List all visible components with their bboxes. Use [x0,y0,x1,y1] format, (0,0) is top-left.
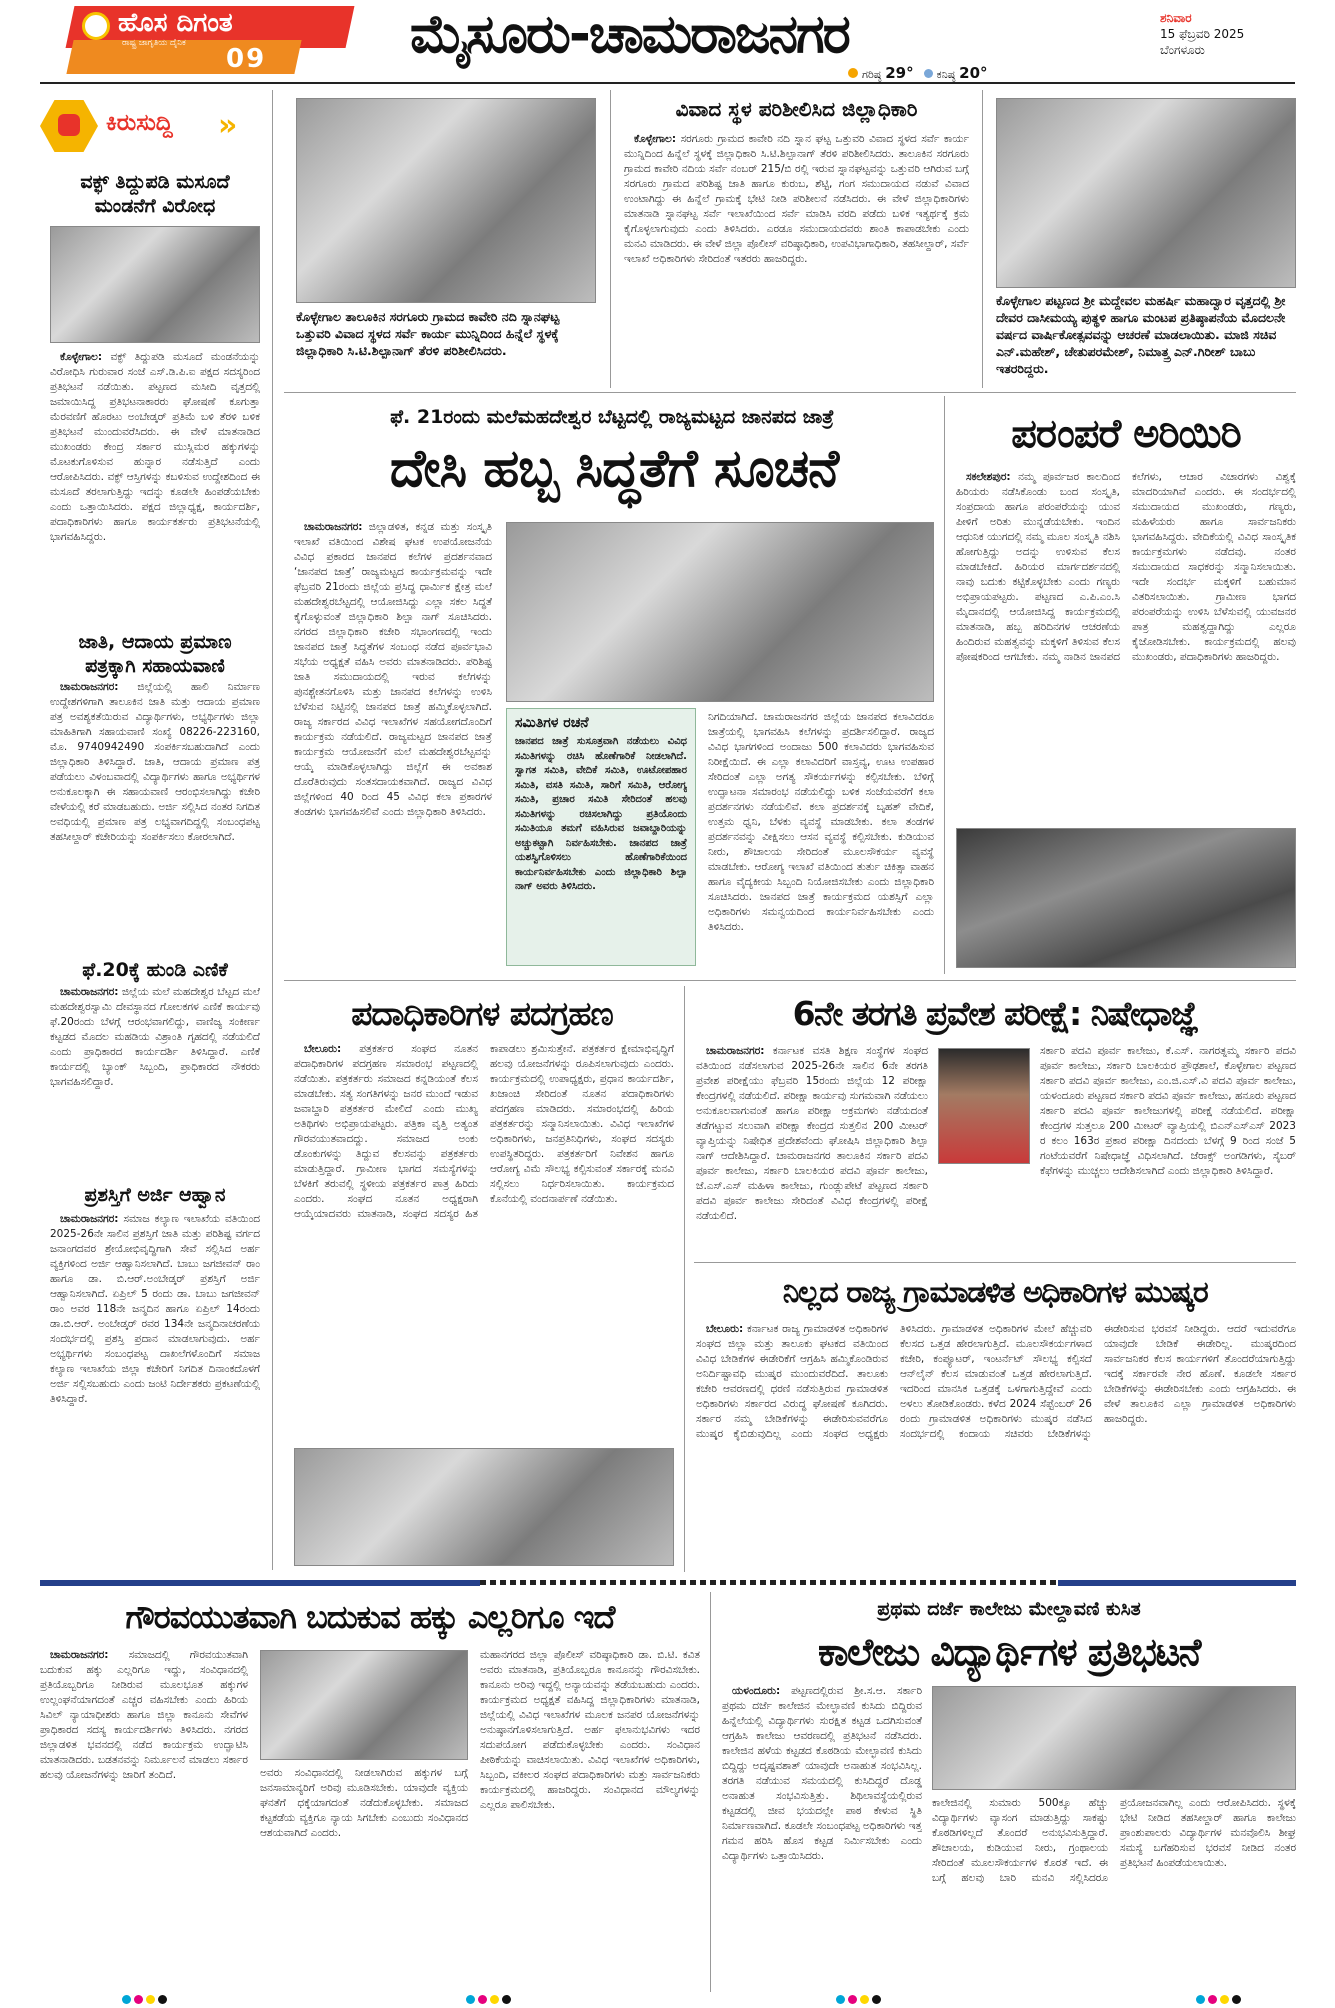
mid-rule [284,980,1296,981]
nillada-body [696,1322,1296,1566]
college-dateline: ಯಳಂದೂರು: [732,1685,781,1697]
date-block [1160,10,1244,58]
top-left-photo-caption: ಕೊಳ್ಳೇಗಾಲ ತಾಲೂಕಿನ ಸರಗೂರು ಗ್ರಾಮದ ಕಾವೇರಿ ನದಿ ಸ್ನಾನಘಟ್ಟ ಒತ್ತುವರಿ ವಿವಾದ ಸ್ಥಳದ ಸರ್ವೆ ಕಾರ್ಯ ಮುನ್ನಿದಿಂದ ಹಿನ್ನೆಲೆ ಸ್ಥಳಕ್ಕೆ ಜಿಲ್ಲಾಧಿಕಾರಿ ಸಿ.ಟಿ.ಶಿಲ್ಪಾನಾಗ್ ತೆರಳಿ ಪರಿಶೀಲಿಸಿದರು. [296,309,560,358]
top-row-rule [284,392,1296,393]
pravesha-portrait [938,1048,1030,1164]
kirusuddi-1-dateline: ಕೊಳ್ಳೇಗಾಲ: [60,351,103,363]
parampare-body [956,470,1296,822]
pointing-hand-icon [58,114,80,136]
lead-meeting-photo [506,522,934,702]
brand-emblem-icon [82,12,110,40]
top-story-text: ಸರಗೂರು ಗ್ರಾಮದ ಕಾವೇರಿ ನದಿ ಸ್ನಾನ ಘಟ್ಟ ಒತ್ತುವರಿ ವಿವಾದ ಸ್ಥಳದ ಸರ್ವೆ ಕಾರ್ಯ ಮುನ್ನಿದಿಂದ ಹಿನ್ನೆಲೆ ಸ್ಥಳಕ್ಕೆ ಜಿಲ್ಲಾಧಿಕಾರಿ ಸಿ.ಟಿ.ಶಿಲ್ಪಾನಾಗ್ ತೆರಳಿ ಪರಿಶೀಲಿಸಿದರು. ತಾಲೂಕಿನ ಸರಗೂರು ಗ್ರಾಮದ ಕಾವೇರಿ ನದಿಯ ಸರ್ವೆ ನಂಬರ್ 215/ಬಿ ರಲ್ಲಿ ಇರುವ ಸ್ನಾನಘಟ್ಟವನ್ನು ಒತ್ತುವರಿ ಆಗಿರುವ ಬಗ್ಗೆ ಸರಗೂರು ಗ್ರಾಮದ ಪರಿಶಿಷ್ಟ ಜಾತಿ ಹಾಗೂ ಕುರುಬ, ಶೆಟ್ಟಿ, ಗಂಗ ಸಮುದಾಯದ ನಡುವೆ ವಿವಾದ ಉಂಟಾಗಿದ್ದು ಈ ಹಿನ್ನೆಲೆ ಗ್ರಾಮಕ್ಕೆ ಭೇಟಿ ನೀಡಿ ಪರಿಶೀಲನೆ ನಡೆಸಿದರು. ಈ ವೇಳೆ ಜಿಲ್ಲಾಧಿಕಾರಿಗಳು ಮಾತನಾಡಿ ಸ್ನಾನಘಟ್ಟ ಸರ್ವೆ ಇಲಾಖೆಯಿಂದ ಸರ್ವೆ ಮಾಡಿಸಿ ವರದಿ ಪಡೆದು ಬಳಿಕ ಇತ್ಯರ್ಥಕ್ಕೆ ಕ್ರಮ ಕೈಗೊಳ್ಳಲಾಗುವುದು ಎಂದು ತಿಳಿಸಿದರು. ಎರಡೂ ಸಮುದಾಯದವರು ಶಾಂತಿ ಕಾಪಾಡಬೇಕು ಎಂದು ಮನವಿ ಮಾಡಿದರು. ಈ ವೇಳೆ ಜಿಲ್ಲಾ ಪೊಲೀಸ್ ವರಿಷ್ಠಾಧಿಕಾರಿ, ಉಪವಿಭಾಗಾಧಿಕಾರಿ, ತಹಸೀಲ್ದಾರ್, ಸರ್ವೆ ಇಲಾಖೆ ಅಧಿಕಾರಿಗಳು ಸೇರಿದಂತೆ ಇತರರು ಹಾಜರಿದ್ದರು. [624,133,969,265]
padadhikari-dateline: ಬೇಲೂರು: [304,1043,342,1055]
brand-tagline: ರಾಷ್ಟ್ರ ಜಾಗೃತಿಯ ದೈನಿಕ [122,38,186,48]
gouravayuta-col3: ಮಹಾನಗರದ ಜಿಲ್ಲಾ ಪೊಲೀಸ್ ವರಿಷ್ಠಾಧಿಕಾರಿ ಡಾ. ಬಿ.ಟಿ. ಕವಿತ ಅವರು ಮಾತನಾಡಿ, ಪ್ರತಿಯೊಬ್ಬರೂ ಕಾನೂನನ್ನು ಗೌರವಿಸಬೇಕು. ಕಾನೂನು ಅರಿವು ಇದ್ದಲ್ಲಿ ಅನ್ಯಾಯವನ್ನು ತಡೆಯಬಹುದು ಎಂದರು. ಕಾರ್ಯಕ್ರಮದ ಅಧ್ಯಕ್ಷತೆ ವಹಿಸಿದ್ದ ಜಿಲ್ಲಾಧಿಕಾರಿಗಳು ಮಾತನಾಡಿ, ಜಿಲ್ಲೆಯಲ್ಲಿ ವಿವಿಧ ಇಲಾಖೆಗಳ ಮೂಲಕ ಜನಪರ ಯೋಜನೆಗಳನ್ನು ಅನುಷ್ಠಾನಗೊಳಿಸಲಾಗುತ್ತಿದೆ. ಅರ್ಹ ಫಲಾನುಭವಿಗಳು ಇದರ ಸದುಪಯೋಗ ಪಡೆದುಕೊಳ್ಳಬೇಕು ಎಂದರು. ಸಂವಿಧಾನ ಪೀಠಿಕೆಯನ್ನು ವಾಚಿಸಲಾಯಿತು. ವಿವಿಧ ಇಲಾಖೆಗಳ ಅಧಿಕಾರಿಗಳು, ಸಿಬ್ಬಂದಿ, ವಕೀಲರ ಸಂಘದ ಪದಾಧಿಕಾರಿಗಳು ಮತ್ತು ಸಾರ್ವಜನಿಕರು ಕಾರ್ಯಕ್ರಮದಲ್ಲಿ ಹಾಜರಿದ್ದರು. ಸಂವಿಧಾನದ ಮೌಲ್ಯಗಳನ್ನು ಎಲ್ಲರೂ ಪಾಲಿಸಬೇಕು. [480,1649,700,1811]
bottom-accent-bar [40,1580,480,1586]
bottom-accent-bar-2 [1058,1580,1296,1586]
kirusuddi-2-title: ಜಾತಿ, ಆದಾಯ ಪ್ರಮಾಣ ಪತ್ರಕ್ಕಾಗಿ ಸಹಾಯವಾಣಿ [78,631,232,677]
sun-icon [848,68,858,78]
parampare-headline: ಪರಂಪರೆ ಅರಿಯಿರಿ [1011,411,1241,457]
college-headline: ಕಾಲೇಜು ವಿದ್ಯಾರ್ಥಿಗಳ ಪ್ರತಿಭಟನೆ [818,1630,1200,1674]
gouravayuta-col1 [40,1648,248,1988]
kirusuddi-4-body [50,1212,260,1562]
top-story-dateline: ಕೊಳ್ಳೇಗಾಲ: [634,133,677,145]
kirusuddi-3-title: ಫೆ.20ಕ್ಕೆ ಹುಂಡಿ ಎಣಿಕೆ [82,959,228,981]
lead-dateline: ಚಾಮರಾಜನಗರ: [304,521,363,533]
top-right-photo [996,98,1296,288]
kirusuddi-4-dateline: ಚಾಮರಾಜನಗರ: [60,1213,119,1225]
gouravayuta-col2: ಅವರು ಸಂವಿಧಾನದಲ್ಲಿ ನೀಡಲಾಗಿರುವ ಹಕ್ಕುಗಳ ಬಗ್ಗೆ ಜನಸಾಮಾನ್ಯರಿಗೆ ಅರಿವು ಮೂಡಿಸಬೇಕು. ಯಾವುದೇ ವ್ಯಕ್ತಿಯ ಘನತೆಗೆ ಧಕ್ಕೆಯಾಗದಂತೆ ನಡೆದುಕೊಳ್ಳಬೇಕು. ಸಮಾಜದ ಕಟ್ಟಕಡೆಯ ವ್ಯಕ್ತಿಗೂ ನ್ಯಾಯ ಸಿಗಬೇಕು ಎಂಬುದು ಸಂವಿಧಾನದ ಆಶಯವಾಗಿದೆ ಎಂದರು. [260,1767,468,1839]
registration-mark-3 [836,1995,881,2004]
padadhikari-text: ಪತ್ರಕರ್ತರ ಸಂಘದ ನೂತನ ಪದಾಧಿಕಾರಿಗಳ ಪದಗ್ರಹಣ ಸಮಾರಂಭ ಪಟ್ಟಣದಲ್ಲಿ ನಡೆಯಿತು. ಪತ್ರಕರ್ತರು ಸಮಾಜದ ಕನ್ನಡಿಯಂತೆ ಕೆಲಸ ಮಾಡಬೇಕು. ಸತ್ಯ ಸಂಗತಿಗಳನ್ನು ಜನರ ಮುಂದೆ ಇಡುವ ಜವಾಬ್ದಾರಿ ಪತ್ರಕರ್ತರ ಮೇಲಿದೆ ಎಂದು ಮುಖ್ಯ ಅತಿಥಿಗಳು ಅಭಿಪ್ರಾಯಪಟ್ಟರು. ಪತ್ರಿಕಾ ವೃತ್ತಿ ಅತ್ಯಂತ ಗೌರವಯುತವಾದದ್ದು. ಸಮಾಜದ ಅಂಕು ಡೊಂಕುಗಳನ್ನು ತಿದ್ದುವ ಕೆಲಸವನ್ನು ಪತ್ರಕರ್ತರು ಮಾಡುತ್ತಿದ್ದಾರೆ. ಗ್ರಾಮೀಣ ಭಾಗದ ಸಮಸ್ಯೆಗಳನ್ನು ಬೆಳಕಿಗೆ ತರುವಲ್ಲಿ ಸ್ಥಳೀಯ ಪತ್ರಕರ್ತರ ಪಾತ್ರ ಹಿರಿದು ಎಂದರು. ಸಂಘದ ನೂತನ ಅಧ್ಯಕ್ಷರಾಗಿ ಆಯ್ಕೆಯಾದವರು ಮಾತನಾಡಿ, ಸಂಘದ ಸದಸ್ಯರ ಹಿತ ಕಾಪಾಡಲು ಶ್ರಮಿಸುತ್ತೇನೆ. ಪತ್ರಕರ್ತರ ಕ್ಷೇಮಾಭಿವೃದ್ಧಿಗೆ ಹಲವು ಯೋಜನೆಗಳನ್ನು ರೂಪಿಸಲಾಗುವುದು ಎಂದರು. ಕಾರ್ಯಕ್ರಮದಲ್ಲಿ ಉಪಾಧ್ಯಕ್ಷರು, ಪ್ರಧಾನ ಕಾರ್ಯದರ್ಶಿ, ಖಜಾಂಚಿ ಸೇರಿದಂತೆ ನೂತನ ಪದಾಧಿಕಾರಿಗಳು ಪದಗ್ರಹಣ ಮಾಡಿದರು. ಸಮಾರಂಭದಲ್ಲಿ ಹಿರಿಯ ಪತ್ರಕರ್ತರನ್ನು ಸನ್ಮಾನಿಸಲಾಯಿತು. ವಿವಿಧ ಇಲಾಖೆಗಳ ಅಧಿಕಾರಿಗಳು, ಜನಪ್ರತಿನಿಧಿಗಳು, ಸಂಘದ ಸದಸ್ಯರು ಉಪಸ್ಥಿತರಿದ್ದರು. ಪತ್ರಕರ್ತರಿಗೆ ನಿವೇಶನ ಹಾಗೂ ಆರೋಗ್ಯ ವಿಮೆ ಸೌಲಭ್ಯ ಕಲ್ಪಿಸುವಂತೆ ಸರ್ಕಾರಕ್ಕೆ ಮನವಿ ಸಲ್ಲಿಸಲು ನಿರ್ಧರಿಸಲಾಯಿತು. ಕಾರ್ಯಕ್ರಮದ ಕೊನೆಯಲ್ಲಿ ವಂದನಾರ್ಪಣೆ ನಡೆಯಿತು. [294,1043,674,1220]
top-rule-1 [610,90,611,388]
city-label: ಬೆಂಗಳೂರು [1160,43,1205,57]
weather-min-label: ಕನಿಷ್ಠ [936,68,956,81]
moon-icon [924,69,933,78]
college-col2: ಕಾಲೇಜಿನಲ್ಲಿ ಸುಮಾರು 500ಕ್ಕೂ ಹೆಚ್ಚು ವಿದ್ಯಾರ್ಥಿಗಳು ವ್ಯಾಸಂಗ ಮಾಡುತ್ತಿದ್ದು ಸಾಕಷ್ಟು ಕೊಠಡಿಗಳಿಲ್ಲದೆ ತೊಂದರೆ ಅನುಭವಿಸುತ್ತಿದ್ದಾರೆ. ಶೌಚಾಲಯ, ಕುಡಿಯುವ ನೀರು, ಗ್ರಂಥಾಲಯ ಸೇರಿದಂತೆ ಮೂಲಸೌಕರ್ಯಗಳ ಕೊರತೆ ಇದೆ. ಈ ಬಗ್ಗೆ ಹಲವು ಬಾರಿ ಮನವಿ ಸಲ್ಲಿಸಿದರೂ ಪ್ರಯೋಜನವಾಗಿಲ್ಲ ಎಂದು ಆರೋಪಿಸಿದರು. ಸ್ಥಳಕ್ಕೆ ಭೇಟಿ ನೀಡಿದ ತಹಸೀಲ್ದಾರ್ ಹಾಗೂ ಕಾಲೇಜು ಪ್ರಾಂಶುಪಾಲರು ವಿದ್ಯಾರ್ಥಿಗಳ ಮನವೊಲಿಸಿ ಶೀಘ್ರ ಸಮಸ್ಯೆ ಬಗೆಹರಿಸುವ ಭರವಸೆ ನೀಡಿದ ನಂತರ ಪ್ರತಿಭಟನೆ ಹಿಂಪಡೆಯಲಾಯಿತು. [932,1797,1296,1884]
bottom-col-rule [710,1592,711,1992]
top-story-headline: ವಿವಾದ ಸ್ಥಳ ಪರಿಶೀಲಿಸಿದ ಜಿಲ್ಲಾಧಿಕಾರಿ [675,97,918,121]
lead-col1 [294,520,492,966]
parampare-photo [956,828,1296,968]
left-column-rule [272,90,273,1570]
registration-mark-2 [466,1995,511,2004]
padadhikari-headline: ಪದಾಧಿಕಾರಿಗಳ ಪದಗ್ರಹಣ [351,994,613,1033]
weather-max: 29° [885,64,914,82]
page-number: 09 [226,44,267,74]
kirusuddi-3-dateline: ಚಾಮರಾಜನಗರ: [60,986,119,998]
kirusuddi-4-text: ಸಮಾಜ ಕಲ್ಯಾಣ ಇಲಾಖೆಯ ವತಿಯಿಂದ 2025-26ನೇ ಸಾಲಿನ ಪ್ರಶಸ್ತಿಗೆ ಜಾತಿ ಮತ್ತು ಪರಿಶಿಷ್ಟ ವರ್ಗದ ಜನಾಂಗದವರ ಶ್ರೇಯೋಭಿವೃದ್ಧಿಗಾಗಿ ಸೇವೆ ಸಲ್ಲಿಸಿದ ಅರ್ಹ ವ್ಯಕ್ತಿಗಳಿಂದ ಅರ್ಜಿ ಆಹ್ವಾನಿಸಲಾಗಿದೆ. ಬಾಬು ಜಗಜೀವನ್ ರಾಂ ಹಾಗೂ ಡಾ. ಬಿ.ಆರ್.ಅಂಬೇಡ್ಕರ್ ಪ್ರಶಸ್ತಿಗೆ ಅರ್ಜಿ ಆಹ್ವಾನಿಸಲಾಗಿದೆ. ಏಪ್ರಿಲ್ 5 ರಂದು ಡಾ. ಬಾಬು ಜಗಜೀವನ್ ರಾಂ ಅವರ 118ನೇ ಜನ್ಮದಿನ ಹಾಗೂ ಏಪ್ರಿಲ್ 14ರಂದು ಡಾ.ಬಿ.ಆರ್. ಅಂಬೇಡ್ಕರ್ ರವರ 134ನೇ ಜನ್ಮದಿನಾಚರಣೆಯ ಸಂದರ್ಭದಲ್ಲಿ ಪ್ರಶಸ್ತಿ ಪ್ರದಾನ ಮಾಡಲಾಗುವುದು. ಅರ್ಹ ಅಭ್ಯರ್ಥಿಗಳು ಸಂಬಂಧಪಟ್ಟ ದಾಖಲೆಗಳೊಂದಿಗೆ ಸಮಾಜ ಕಲ್ಯಾಣ ಇಲಾಖೆಯ ಜಿಲ್ಲಾ ಕಚೇರಿಗೆ ನಿಗದಿತ ದಿನಾಂಕದೊಳಗೆ ಅರ್ಜಿ ಸಲ್ಲಿಸಬಹುದು ಎಂದು ಜಂಟಿ ನಿರ್ದೇಶಕರು ಪ್ರಕಟಣೆಯಲ್ಲಿ ತಿಳಿಸಿದ್ದಾರೆ. [50,1213,260,1405]
gouravayuta-photo [260,1650,468,1760]
day-label: ಶನಿವಾರ [1160,11,1192,25]
parampare-text: ನಮ್ಮ ಪೂರ್ವಜರ ಕಾಲದಿಂದ ಹಿರಿಯರು ನಡೆಸಿಕೊಂಡು ಬಂದ ಸಂಸ್ಕೃತಿ, ಸಂಪ್ರದಾಯ ಹಾಗೂ ಪರಂಪರೆಯನ್ನು ಯುವ ಪೀಳಿಗೆ ಅರಿತು ಮುನ್ನಡೆಯಬೇಕು. ಇಂದಿನ ಆಧುನಿಕ ಯುಗದಲ್ಲಿ ನಮ್ಮ ಮೂಲ ಸಂಸ್ಕೃತಿ ನಶಿಸಿ ಹೋಗುತ್ತಿದ್ದು ಅದನ್ನು ಉಳಿಸುವ ಕೆಲಸ ಮಾಡಬೇಕಿದೆ. ಹಿರಿಯರ ಮಾರ್ಗದರ್ಶನದಲ್ಲಿ ನಾವು ಬದುಕು ಕಟ್ಟಿಕೊಳ್ಳಬೇಕು ಎಂದು ಗಣ್ಯರು ಅಭಿಪ್ರಾಯಪಟ್ಟರು. ಪಟ್ಟಣದ ಎ.ಪಿ.ಎಂ.ಸಿ ಮೈದಾನದಲ್ಲಿ ಆಯೋಜಿಸಿದ್ದ ಕಾರ್ಯಕ್ರಮದಲ್ಲಿ ಮಾತನಾಡಿ, ಹಬ್ಬ ಹರಿದಿನಗಳ ಆಚರಣೆಯ ಹಿಂದಿರುವ ಮಹತ್ವವನ್ನು ಮಕ್ಕಳಿಗೆ ತಿಳಿಸುವ ಕೆಲಸ ಪೋಷಕರಿಂದ ಆಗಬೇಕು. ನಮ್ಮ ನಾಡಿನ ಜಾನಪದ ಕಲೆಗಳು, ಆಚಾರ ವಿಚಾರಗಳು ವಿಶ್ವಕ್ಕೆ ಮಾದರಿಯಾಗಿವೆ ಎಂದರು. ಈ ಸಂದರ್ಭದಲ್ಲಿ ಸಮುದಾಯದ ಮುಖಂಡರು, ಗಣ್ಯರು, ಮಹಿಳೆಯರು ಹಾಗೂ ಸಾರ್ವಜನಿಕರು ಭಾಗವಹಿಸಿದ್ದರು. ವೇದಿಕೆಯಲ್ಲಿ ವಿವಿಧ ಸಾಂಸ್ಕೃತಿಕ ಕಾರ್ಯಕ್ರಮಗಳು ನಡೆದವು. ನಂತರ ಸಮುದಾಯದ ಸಾಧಕರನ್ನು ಸನ್ಮಾನಿಸಲಾಯಿತು. ಇದೇ ಸಂದರ್ಭ ಮಕ್ಕಳಿಗೆ ಬಹುಮಾನ ವಿತರಿಸಲಾಯಿತು. ಗ್ರಾಮೀಣ ಭಾಗದ ಪರಂಪರೆಯನ್ನು ಉಳಿಸಿ ಬೆಳೆಸುವಲ್ಲಿ ಯುವಜನರ ಪಾತ್ರ ಮಹತ್ವದ್ದಾಗಿದ್ದು ಎಲ್ಲರೂ ಕೈಜೋಡಿಸಬೇಕು. ಕಾರ್ಯಕ್ರಮದಲ್ಲಿ ಹಲವು ಮುಖಂಡರು, ಪದಾಧಿಕಾರಿಗಳು ಹಾಜರಿದ್ದರು. [956,471,1296,663]
brand-name: ಹೊಸ ದಿಗಂತ [118,8,233,38]
nillada-dateline: ಬೇಲೂರು: [706,1323,744,1335]
lead-rule [944,396,945,974]
nillada-headline: ನಿಲ್ಲದ ರಾಜ್ಯ ಗ್ರಾಮಾಡಳಿತ ಅಧಿಕಾರಿಗಳ ಮುಷ್ಕರ [782,1275,1208,1310]
parampare-dateline: ಸಕಲೇಶಪುರ: [966,471,1011,483]
kirusuddi-3-body [50,985,260,1175]
weather-max-label: ಗರಿಷ್ಠ [862,68,882,81]
kirusuddi-1-photo [50,226,260,343]
edition-title: ಮೈಸೂರು-ಚಾಮರಾಜನಗರ [410,4,849,65]
pravesha-col1-text: ಕರ್ನಾಟಕ ವಸತಿ ಶಿಕ್ಷಣ ಸಂಸ್ಥೆಗಳ ಸಂಘದ ವತಿಯಿಂದ ನಡೆಸಲಾಗುವ 2025-26ನೇ ಸಾಲಿನ 6ನೇ ತರಗತಿ ಪ್ರವೇಶ ಪರೀಕ್ಷೆಯು ಫೆಬ್ರವರಿ 15ರಂದು ಜಿಲ್ಲೆಯ 12 ಪರೀಕ್ಷಾ ಕೇಂದ್ರಗಳಲ್ಲಿ ನಡೆಯಲಿದೆ. ಪರೀಕ್ಷಾ ಕಾರ್ಯವು ಸುಗಮವಾಗಿ ನಡೆಯಲು ಅನುಕೂಲವಾಗುವಂತೆ ಹಾಗೂ ಪರೀಕ್ಷಾ ಅಕ್ರಮಗಳು ನಡೆಯದಂತೆ ತಡೆಗಟ್ಟುವ ಸಲುವಾಗಿ ಪರೀಕ್ಷಾ ಕೇಂದ್ರದ ಸುತ್ತಲಿನ 200 ಮೀಟರ್ ವ್ಯಾಪ್ತಿಯನ್ನು ನಿಷೇಧಿತ ಪ್ರದೇಶವೆಂದು ಘೋಷಿಸಿ ಜಿಲ್ಲಾಧಿಕಾರಿ ಶಿಲ್ಪಾ ನಾಗ್ ಆದೇಶಿಸಿದ್ದಾರೆ. ಚಾಮರಾಜನಗರ ತಾಲೂಕಿನ ಸರ್ಕಾರಿ ಪದವಿ ಪೂರ್ವ ಕಾಲೇಜು, ಸರ್ಕಾರಿ ಬಾಲಕಿಯರ ಪದವಿ ಪೂರ್ವ ಕಾಲೇಜು, ಜೆ.ಎಸ್.ಎಸ್ ಮಹಿಳಾ ಕಾಲೇಜು, ಗುಂಡ್ಲುಪೇಟೆ ಪಟ್ಟಣದ ಸರ್ಕಾರಿ ಪದವಿ ಪೂರ್ವ ಕಾಲೇಜು ಸೇರಿದಂತೆ ವಿವಿಧ ಕೇಂದ್ರಗಳಲ್ಲಿ ಪರೀಕ್ಷೆ ನಡೆಯಲಿದೆ. [696,1045,928,1222]
pravesha-dateline: ಚಾಮರಾಜನಗರ: [706,1045,765,1057]
top-right-photo-caption: ಕೊಳ್ಳೇಗಾಲ ಪಟ್ಟಣದ ಶ್ರೀ ಮದ್ದೇವಲ ಮಹರ್ಷಿ ಮಹಾದ್ವಾರ ವೃತ್ತದಲ್ಲಿ ಶ್ರೀ ದೇವರ ದಾಸೀಮಯ್ಯ ಪುತ್ಥಳಿ ಹಾಗೂ ಮಂಟಪ ಪ್ರತಿಷ್ಠಾಪನೆಯ ಮೊದಲನೇ ವರ್ಷದ ವಾರ್ಷಿಕೋತ್ಸವವನ್ನು ಆಚರಣೆ ಮಾಡಲಾಯಿತು. ಮಾಜಿ ಸಚಿವ ಎನ್.ಮಹೇಶ್, ಚೇತುಪರಮೇಶ್, ನಿಮಾತ್ತ್ರ ಎನ್.ಗಿರೀಶ್ ಬಾಬು ಇತರರಿದ್ದರು. [996,293,1286,376]
date-label: 15 ಫೆಬ್ರವರಿ 2025 [1160,27,1245,41]
top-story-body [624,132,969,382]
pravesha-col2: ಸರ್ಕಾರಿ ಪದವಿ ಪೂರ್ವ ಕಾಲೇಜು, ಕೆ.ಎಸ್. ನಾಗರತ್ನಮ್ಮ ಸರ್ಕಾರಿ ಪದವಿ ಪೂರ್ವ ಕಾಲೇಜು, ಸರ್ಕಾರಿ ಬಾಲಕಿಯರ ಪ್ರೌಢಶಾಲೆ, ಕೊಳ್ಳೇಗಾಲ ಪಟ್ಟಣದ ಸರ್ಕಾರಿ ಪದವಿ ಪೂರ್ವ ಕಾಲೇಜು, ಎಂ.ಜಿ.ಎಸ್.ವಿ ಪದವಿ ಪೂರ್ವ ಕಾಲೇಜು, ಯಳಂದೂರು ಪಟ್ಟಣದ ಸರ್ಕಾರಿ ಪದವಿ ಪೂರ್ವ ಕಾಲೇಜು, ಹನೂರು ಪಟ್ಟಣದ ಸರ್ಕಾರಿ ಪದವಿ ಪೂರ್ವ ಕಾಲೇಜುಗಳಲ್ಲಿ ಪರೀಕ್ಷೆ ನಡೆಯಲಿದೆ. ಪರೀಕ್ಷಾ ಕೇಂದ್ರಗಳ ಸುತ್ತಲೂ 200 ಮೀಟರ್ ವ್ಯಾಪ್ತಿಯಲ್ಲಿ ಬಿಎನ್‌ಎಸ್‌ಎಸ್ 2023 ರ ಕಲಂ 163ರ ಪ್ರಕಾರ ಪರೀಕ್ಷಾ ದಿನದಂದು ಬೆಳಗ್ಗೆ 9 ರಿಂದ ಸಂಜೆ 5 ಗಂಟೆಯವರೆಗೆ ನಿಷೇಧಾಜ್ಞೆ ವಿಧಿಸಲಾಗಿದೆ. ಜೆರಾಕ್ಸ್ ಅಂಗಡಿಗಳು, ಸೈಬರ್ ಕೆಫೆಗಳನ್ನು ಮುಚ್ಚಲು ಆದೇಶಿಸಲಾಗಿದೆ ಎಂದು ಜಿಲ್ಲಾಧಿಕಾರಿ ತಿಳಿಸಿದ್ದಾರೆ. [1040,1045,1296,1177]
weather-min: 20° [959,64,988,82]
kirusuddi-chevrons-icon: » [218,108,238,143]
kirusuddi-badge [40,98,250,154]
kirusuddi-2-body [50,680,260,952]
college-col1 [722,1684,922,1988]
lead-col2: ನಿಗದಿಯಾಗಿದೆ. ಚಾಮರಾಜನಗರ ಜಿಲ್ಲೆಯ ಜಾನಪದ ಕಲಾವಿದರೂ ಜಾತ್ರೆಯಲ್ಲಿ ಭಾಗವಹಿಸಿ ಕಲೆಗಳನ್ನು ಪ್ರದರ್ಶಿಸಲಿದ್ದಾರೆ. ರಾಜ್ಯದ ವಿವಿಧ ಭಾಗಗಳಿಂದ ಅಂದಾಜು 500 ಕಲಾವಿದರು ಭಾಗವಹಿಸುವ ನಿರೀಕ್ಷೆಯಿದೆ. ಈ ಎಲ್ಲಾ ಕಲಾವಿದರಿಗೆ ವಾಸ್ತವ್ಯ, ಊಟ ಉಪಹಾರ ಸೇರಿದಂತೆ ಎಲ್ಲಾ ಅಗತ್ಯ ಸೌಕರ್ಯಗಳನ್ನು ಕಲ್ಪಿಸಬೇಕು. ಬೆಳಿಗ್ಗೆ ಉದ್ಘಾಟನಾ ಸಮಾರಂಭ ನಡೆಯಲಿದ್ದು ಬಳಿಕ ಸಂಜೆಯವರೆಗೆ ಕಲಾ ಪ್ರದರ್ಶನಗಳು ನಡೆಯಲಿವೆ. ಕಲಾ ಪ್ರದರ್ಶನಕ್ಕೆ ಬೃಹತ್ ವೇದಿಕೆ, ಉತ್ತಮ ಧ್ವನಿ, ಬೆಳಕು ವ್ಯವಸ್ಥೆ ಮಾಡಬೇಕು. ಕಲಾ ತಂಡಗಳ ಪ್ರದರ್ಶನವನ್ನು ವೀಕ್ಷಿಸಲು ಆಸನ ವ್ಯವಸ್ಥೆ ಕಲ್ಪಿಸಬೇಕು. ಕುಡಿಯುವ ನೀರು, ಶೌಚಾಲಯ ಸೇರಿದಂತೆ ಮೂಲಸೌಕರ್ಯ ವ್ಯವಸ್ಥೆ ಮಾಡಬೇಕು. ಆರೋಗ್ಯ ಇಲಾಖೆ ವತಿಯಿಂದ ತುರ್ತು ಚಿಕಿತ್ಸಾ ವಾಹನ ಹಾಗೂ ವೈದ್ಯಕೀಯ ಸಿಬ್ಬಂದಿ ನಿಯೋಜಿಸಬೇಕು ಎಂದು ಜಿಲ್ಲಾಧಿಕಾರಿ ಸೂಚಿಸಿದರು. ಜಾನಪದ ಜಾತ್ರೆ ಕಾರ್ಯಕ್ರಮದ ಯಶಸ್ಸಿಗೆ ಎಲ್ಲಾ ಅಧಿಕಾರಿಗಳು ಸಮನ್ವಯದಿಂದ ಕಾರ್ಯನಿರ್ವಹಿಸಬೇಕು ಎಂದು ತಿಳಿಸಿದರು. [708,711,934,933]
pravesha-headline: 6ನೇ ತರಗತಿ ಪ್ರವೇಶ ಪರೀಕ್ಷೆ: ನಿಷೇಧಾಜ್ಞೆ [792,994,1198,1033]
padadhikari-photo [294,1448,674,1566]
lead-col1-text: ಜಿಲ್ಲಾಡಳಿತ, ಕನ್ನಡ ಮತ್ತು ಸಂಸ್ಕೃತಿ ಇಲಾಖೆ ವತಿಯಿಂದ ವಿಶೇಷ ಘಟಕ ಉಪಯೋಜನೆಯ ವಿವಿಧ ಪ್ರಕಾರದ ಜಾನಪದ ಕಲೆಗಳ ಪ್ರದರ್ಶನವಾದ ‘ಜಾನಪದ ಜಾತ್ರೆ’ ರಾಜ್ಯಮಟ್ಟದ ಕಾರ್ಯಕ್ರಮವನ್ನು ಇದೇ ಫೆಬ್ರವರಿ 21ರಂದು ಜಿಲ್ಲೆಯ ಪ್ರಸಿದ್ಧ ಧಾರ್ಮಿಕ ಕ್ಷೇತ್ರ ಮಲೆ ಮಹದೇಶ್ವರಬೆಟ್ಟದಲ್ಲಿ ಆಯೋಜಿಸಿದ್ದು ಎಲ್ಲಾ ಸಕಲ ಸಿದ್ಧತೆ ಕೈಗೊಳ್ಳುವಂತೆ ಜಿಲ್ಲಾಧಿಕಾರಿ ಶಿಲ್ಪಾ ನಾಗ್ ಸೂಚಿಸಿದರು. ನಗರದ ಜಿಲ್ಲಾಧಿಕಾರಿ ಕಚೇರಿ ಸಭಾಂಗಣದಲ್ಲಿ ಇಂದು ಜಾನಪದ ಜಾತ್ರೆ ಸಿದ್ಧತೆಗಳ ಸಂಬಂಧ ನಡೆದ ಪೂರ್ವಭಾವಿ ಸಭೆಯ ಅಧ್ಯಕ್ಷತೆ ವಹಿಸಿ ಅವರು ಮಾತನಾಡಿದರು. ಪರಿಶಿಷ್ಟ ಜಾತಿ ಸಮುದಾಯದಲ್ಲಿ ಇರುವ ಕಲೆಗಳನ್ನು ಪುನಶ್ಚೇತನಗೊಳಿಸಿ ಮತ್ತು ಜಾನಪದ ಕಲೆಗಳನ್ನು ಉಳಿಸಿ ಬೆಳೆಸುವ ನಿಟ್ಟಿನಲ್ಲಿ ಜಾನಪದ ಜಾತ್ರೆ ಹಮ್ಮಿಕೊಳ್ಳಲಾಗಿದೆ. ರಾಜ್ಯ ಸರ್ಕಾರದ ವಿವಿಧ ಇಲಾಖೆಗಳ ಸಹಯೋಗದೊಂದಿಗೆ ಕಾರ್ಯಕ್ರಮ ನಡೆಯಲಿದೆ. ರಾಜ್ಯಮಟ್ಟದ ಜಾನಪದ ಜಾತ್ರೆ ಕಾರ್ಯಕ್ರಮ ಆಯೋಜನೆಗೆ ಮಲೆ ಮಹದೇಶ್ವರಬೆಟ್ಟವನ್ನು ಆಯ್ಕೆ ಮಾಡಿಕೊಳ್ಳಲಾಗಿದ್ದು ಜಿಲ್ಲೆಗೆ ಈ ಅವಕಾಶ ದೊರೆತಿರುವುದು ಸಂತಸದಾಯಕವಾಗಿದೆ. ರಾಜ್ಯದ ವಿವಿಧ ಜಿಲ್ಲೆಗಳಿಂದ 40 ರಿಂದ 45 ವಿವಿಧ ಕಲಾ ಪ್ರಕಾರಗಳ ತಂಡಗಳು ಭಾಗವಹಿಸಲಿವೆ ಎಂದು ಜಿಲ್ಲಾಧಿಕಾರಿ ತಿಳಿಸಿದರು. [294,521,492,818]
gouravayuta-col1-text: ಸಮಾಜದಲ್ಲಿ ಗೌರವಯುತವಾಗಿ ಬದುಕುವ ಹಕ್ಕು ಎಲ್ಲರಿಗೂ ಇದ್ದು, ಸಂವಿಧಾನದಲ್ಲಿ ಪ್ರತಿಯೊಬ್ಬರಿಗೂ ನೀಡಿರುವ ಮೂಲಭೂತ ಹಕ್ಕುಗಳ ಉಲ್ಲಂಘನೆಯಾಗದಂತೆ ಎಚ್ಚರ ವಹಿಸಬೇಕು ಎಂದು ಹಿರಿಯ ಸಿವಿಲ್ ನ್ಯಾಯಾಧೀಶರು ಹಾಗೂ ಜಿಲ್ಲಾ ಕಾನೂನು ಸೇವೆಗಳ ಪ್ರಾಧಿಕಾರದ ಸದಸ್ಯ ಕಾರ್ಯದರ್ಶಿಗಳು ತಿಳಿಸಿದರು. ನಗರದ ಜಿಲ್ಲಾಡಳಿತ ಭವನದಲ್ಲಿ ನಡೆದ ಕಾರ್ಯಕ್ರಮ ಉದ್ಘಾಟಿಸಿ ಮಾತನಾಡಿದರು. ಬಡತನವನ್ನು ನಿರ್ಮೂಲನೆ ಮಾಡಲು ಸರ್ಕಾರ ಹಲವು ಯೋಜನೆಗಳನ್ನು ಜಾರಿಗೆ ತಂದಿದೆ. [40,1649,248,1781]
college-kicker: ಪ್ರಥಮ ದರ್ಜೆ ಕಾಲೇಜು ಮೇಲ್ದಾವಣಿ ಕುಸಿತ [877,1598,1141,1620]
kirusuddi-1-title: ವಕ್ಫ್ ತಿದ್ದುಪಡಿ ಮಸೂದೆ ಮಂಡನೆಗೆ ವಿರೋಧ [80,171,230,217]
bottom-mid-rule [684,986,685,1572]
committee-box [506,708,696,966]
kirusuddi-2-text: ಜಿಲ್ಲೆಯಲ್ಲಿ ಹಾಲಿ ನಿರ್ಮಾಣ ಉದ್ದೇಶಗಳಿಗಾಗಿ ತಾಲೂಕಿನ ಜಾತಿ ಮತ್ತು ಆದಾಯ ಪ್ರಮಾಣ ಪತ್ರ ಅವಶ್ಯಕತೆಯಿರುವ ವಿದ್ಯಾರ್ಥಿಗಳು, ಅಭ್ಯರ್ಥಿಗಳು ಜಿಲ್ಲಾ ಮಾಹಿತಿಗಾಗಿ ಸಹಾಯವಾಣಿ ಸಂಖ್ಯೆ 08226-223160, ಮೊ. 9740942490 ಸಂಪರ್ಕಿಸಬಹುದಾಗಿದೆ ಎಂದು ಜಿಲ್ಲಾಧಿಕಾರಿ ತಿಳಿಸಿದ್ದಾರೆ. ಜಾತಿ, ಆದಾಯ ಪ್ರಮಾಣ ಪತ್ರ ಪಡೆಯಲು ವಿಳಂಬವಾದಲ್ಲಿ ವಿದ್ಯಾರ್ಥಿಗಳು ಹಾಗೂ ಅಭ್ಯರ್ಥಿಗಳ ಅನುಕೂಲಕ್ಕಾಗಿ ಈ ಸಹಾಯವಾಣಿ ಆರಂಭಿಸಲಾಗಿದ್ದು ಕಚೇರಿ ವೇಳೆಯಲ್ಲಿ ಕರೆ ಮಾಡಬಹುದು. ಅರ್ಜಿ ಸಲ್ಲಿಸಿದ ನಂತರ ನಿಗದಿತ ಅವಧಿಯಲ್ಲಿ ಪ್ರಮಾಣ ಪತ್ರ ಲಭ್ಯವಾಗದಿದ್ದಲ್ಲಿ ಸಂಬಂಧಪಟ್ಟ ತಹಸೀಲ್ದಾರ್ ಕಚೇರಿಯನ್ನು ಸಂಪರ್ಕಿಸಲು ಕೋರಲಾಗಿದೆ. [50,681,260,843]
committee-box-title: ಸಮಿತಿಗಳ ರಚನೆ [515,715,589,731]
college-col1-text: ಪಟ್ಟಣದಲ್ಲಿರುವ ಶ್ರೀ.ಸ.ಆ. ಸರ್ಕಾರಿ ಪ್ರಥಮ ದರ್ಜೆ ಕಾಲೇಜಿನ ಮೇಲ್ಛಾವಣಿ ಕುಸಿದು ಬಿದ್ದಿರುವ ಹಿನ್ನೆಲೆಯಲ್ಲಿ ವಿದ್ಯಾರ್ಥಿಗಳು ಸುರಕ್ಷಿತ ಕಟ್ಟಡ ಒದಗಿಸುವಂತೆ ಆಗ್ರಹಿಸಿ ಕಾಲೇಜು ಆವರಣದಲ್ಲಿ ಪ್ರತಿಭಟನೆ ನಡೆಸಿದರು. ಕಾಲೇಜಿನ ಹಳೆಯ ಕಟ್ಟಡದ ಕೊಠಡಿಯ ಮೇಲ್ಛಾವಣಿ ಕುಸಿದು ಬಿದ್ದಿದ್ದು ಅದೃಷ್ಟವಶಾತ್ ಯಾವುದೇ ಅನಾಹುತ ಸಂಭವಿಸಿಲ್ಲ. ತರಗತಿ ನಡೆಯುವ ಸಮಯದಲ್ಲಿ ಕುಸಿದಿದ್ದರೆ ದೊಡ್ಡ ಅನಾಹುತ ಸಂಭವಿಸುತ್ತಿತ್ತು. ಶಿಥಿಲಾವಸ್ಥೆಯಲ್ಲಿರುವ ಕಟ್ಟಡದಲ್ಲಿ ಜೀವ ಭಯದಲ್ಲೇ ಪಾಠ ಕೇಳುವ ಸ್ಥಿತಿ ನಿರ್ಮಾಣವಾಗಿದೆ. ಕೂಡಲೇ ಸಂಬಂಧಪಟ್ಟ ಅಧಿಕಾರಿಗಳು ಇತ್ತ ಗಮನ ಹರಿಸಿ ಹೊಸ ಕಟ್ಟಡ ನಿರ್ಮಿಸಬೇಕು ಎಂದು ವಿದ್ಯಾರ್ಥಿಗಳು ಒತ್ತಾಯಿಸಿದರು. [722,1685,922,1862]
top-rule-2 [982,90,983,388]
registration-mark-4 [1196,1995,1241,2004]
gouravayuta-dateline: ಚಾಮರಾಜನಗರ: [50,1649,109,1661]
registration-mark-1 [122,1995,167,2004]
top-left-photo [296,98,596,303]
nillada-text: ಕರ್ನಾಟಕ ರಾಜ್ಯ ಗ್ರಾಮಾಡಳಿತ ಅಧಿಕಾರಿಗಳ ಸಂಘದ ಜಿಲ್ಲಾ ಮತ್ತು ತಾಲೂಕು ಘಟಕದ ವತಿಯಿಂದ ವಿವಿಧ ಬೇಡಿಕೆಗಳ ಈಡೇರಿಕೆಗೆ ಆಗ್ರಹಿಸಿ ಹಮ್ಮಿಕೊಂಡಿರುವ ಅನಿರ್ದಿಷ್ಟಾವಧಿ ಮುಷ್ಕರ ಮುಂದುವರೆದಿದೆ. ತಾಲೂಕು ಕಚೇರಿ ಆವರಣದಲ್ಲಿ ಧರಣಿ ನಡೆಸುತ್ತಿರುವ ಗ್ರಾಮಾಡಳಿತ ಅಧಿಕಾರಿಗಳು ಸರ್ಕಾರದ ವಿರುದ್ಧ ಘೋಷಣೆ ಕೂಗಿದರು. ಸರ್ಕಾರ ನಮ್ಮ ಬೇಡಿಕೆಗಳನ್ನು ಈಡೇರಿಸುವವರೆಗೂ ಮುಷ್ಕರ ಕೈಬಿಡುವುದಿಲ್ಲ ಎಂದು ಸಂಘದ ಅಧ್ಯಕ್ಷರು ತಿಳಿಸಿದರು. ಗ್ರಾಮಾಡಳಿತ ಅಧಿಕಾರಿಗಳ ಮೇಲೆ ಹೆಚ್ಚುವರಿ ಕೆಲಸದ ಒತ್ತಡ ಹೇರಲಾಗುತ್ತಿದೆ. ಮೂಲಸೌಕರ್ಯಗಳಾದ ಕಚೇರಿ, ಕಂಪ್ಯೂಟರ್, ಇಂಟರ್ನೆಟ್ ಸೌಲಭ್ಯ ಕಲ್ಪಿಸದೆ ಆನ್‌ಲೈನ್ ಕೆಲಸ ಮಾಡುವಂತೆ ಒತ್ತಡ ಹೇರಲಾಗುತ್ತಿದೆ. ಇದರಿಂದ ಮಾನಸಿಕ ಒತ್ತಡಕ್ಕೆ ಒಳಗಾಗುತ್ತಿದ್ದೇವೆ ಎಂದು ಅಳಲು ತೋಡಿಕೊಂಡರು. ಕಳೆದ 2024 ಸೆಪ್ಟೆಂಬರ್ 26 ರಂದು ಗ್ರಾಮಾಡಳಿತ ಅಧಿಕಾರಿಗಳು ಮುಷ್ಕರ ನಡೆಸಿದ ಸಂದರ್ಭದಲ್ಲಿ ಕಂದಾಯ ಸಚಿವರು ಬೇಡಿಕೆಗಳನ್ನು ಈಡೇರಿಸುವ ಭರವಸೆ ನೀಡಿದ್ದರು. ಆದರೆ ಇದುವರೆಗೂ ಯಾವುದೇ ಬೇಡಿಕೆ ಈಡೇರಿಲ್ಲ. ಮುಷ್ಕರದಿಂದ ಸಾರ್ವಜನಿಕರ ಕೆಲಸ ಕಾರ್ಯಗಳಿಗೆ ತೊಂದರೆಯಾಗುತ್ತಿದ್ದು ಇದಕ್ಕೆ ಸರ್ಕಾರವೇ ನೇರ ಹೊಣೆ. ಕೂಡಲೇ ಸರ್ಕಾರ ಬೇಡಿಕೆಗಳನ್ನು ಈಡೇರಿಸಬೇಕು ಎಂದು ಆಗ್ರಹಿಸಿದರು. ಈ ವೇಳೆ ತಾಲೂಕಿನ ಎಲ್ಲಾ ಗ್ರಾಮಾಡಳಿತ ಅಧಿಕಾರಿಗಳು ಹಾಜರಿದ್ದರು. [696,1323,1296,1440]
kirusuddi-label: ಕಿರುಸುದ್ದಿ [106,110,173,136]
masthead-rule [40,82,1295,84]
committee-box-body: ಜಾನಪದ ಜಾತ್ರೆ ಸುಸೂತ್ರವಾಗಿ ನಡೆಯಲು ವಿವಿಧ ಸಮಿತಿಗಳನ್ನು ರಚಿಸಿ ಹೊಣೆಗಾರಿಕೆ ನೀಡಲಾಗಿದೆ. ಸ್ವಾಗತ ಸಮಿತಿ, ವೇದಿಕೆ ಸಮಿತಿ, ಊಟೋಪಹಾರ ಸಮಿತಿ, ವಸತಿ ಸಮಿತಿ, ಸಾರಿಗೆ ಸಮಿತಿ, ಆರೋಗ್ಯ ಸಮಿತಿ, ಪ್ರಚಾರ ಸಮಿತಿ ಸೇರಿದಂತೆ ಹಲವು ಸಮಿತಿಗಳನ್ನು ರಚಿಸಲಾಗಿದ್ದು ಪ್ರತಿಯೊಂದು ಸಮಿತಿಯೂ ತಮಗೆ ವಹಿಸಿರುವ ಜವಾಬ್ದಾರಿಯನ್ನು ಅಚ್ಚುಕಟ್ಟಾಗಿ ನಿರ್ವಹಿಸಬೇಕು. ಜಾನಪದ ಜಾತ್ರೆ ಯಶಸ್ವಿಗೊಳಿಸಲು ಹೊಣೆಗಾರಿಕೆಯಿಂದ ಕಾರ್ಯನಿರ್ವಹಿಸಬೇಕು ಎಂದು ಜಿಲ್ಲಾಧಿಕಾರಿ ಶಿಲ್ಪಾ ನಾಗ್ ಅವರು ತಿಳಿಸಿದರು. [515,736,687,892]
kirusuddi-1-body [50,350,260,622]
kirusuddi-3-text: ಜಿಲ್ಲೆಯ ಮಲೆ ಮಹದೇಶ್ವರ ಬೆಟ್ಟದ ಮಲೆ ಮಹದೇಶ್ವರಸ್ವಾಮಿ ದೇವಸ್ಥಾನದ ಗೋಲಕಗಳ ಎಣಿಕೆ ಕಾರ್ಯವು ಫೆ.20ರಂದು ಬೆಳಗ್ಗೆ ಆರಂಭವಾಗಲಿದ್ದು, ವಾಣಿಜ್ಯ ಸಂಕೀರ್ಣ ಕಟ್ಟಡದ ಮೊದಲ ಮಹಡಿಯ ವಿಶ್ರಾಂತಿ ಗೃಹದಲ್ಲಿ ನಡೆಯಲಿದೆ ಎಂದು ಪ್ರಾಧಿಕಾರದ ಕಾರ್ಯದರ್ಶಿ ತಿಳಿಸಿದ್ದಾರೆ. ಎಣಿಕೆ ಕಾರ್ಯದಲ್ಲಿ ಬ್ಯಾಂಕ್ ಸಿಬ್ಬಂದಿ, ಪ್ರಾಧಿಕಾರದ ನೌಕರರು ಭಾಗವಹಿಸಲಿದ್ದಾರೆ. [50,986,260,1088]
weather-readout [848,64,988,82]
college-photo [932,1686,1296,1790]
kirusuddi-2-dateline: ಚಾಮರಾಜನಗರ: [60,681,119,693]
pravesha-rule [694,1262,1296,1263]
lead-kicker: ಫೆ. 21ರಂದು ಮಲೆಮಹದೇಶ್ವರ ಬೆಟ್ಟದಲ್ಲಿ ರಾಜ್ಯಮಟ್ಟದ ಜಾನಪದ ಜಾತ್ರೆ [390,406,834,428]
pravesha-col1 [696,1044,928,1254]
kirusuddi-1-text: ವಕ್ಫ್ ತಿದ್ದುಪಡಿ ಮಸೂದೆ ಮಂಡನೆಯನ್ನು ವಿರೋಧಿಸಿ ಗುರುವಾರ ಸಂಜೆ ಎಸ್.ಡಿ.ಪಿ.ಐ ಪಕ್ಷದ ಸದಸ್ಯರಿಂದ ಪ್ರತಿಭಟನೆ ನಡೆಯಿತು. ಪಟ್ಟಣದ ಮಸೀದಿ ವೃತ್ತದಲ್ಲಿ ಜಮಾಯಿಸಿದ್ದ ಪ್ರತಿಭಟನಾಕಾರರು ಘೋಷಣೆ ಕೂಗುತ್ತಾ ಮೆರವಣಿಗೆ ಹೊರಟು ಅಂಬೇಡ್ಕರ್ ಪ್ರತಿಮೆ ಬಳಿ ತೆರಳಿ ಬಳಿಕ ಪ್ರತಿಭಟನೆ ಮುಂದುವರೆಸಿದರು. ಈ ವೇಳೆ ಮಾತನಾಡಿದ ಮುಖಂಡರು ಕೇಂದ್ರ ಸರ್ಕಾರ ಮುಸ್ಲಿಮರ ಹಕ್ಕುಗಳನ್ನು ಮೊಟಕುಗೊಳಿಸುವ ಹುನ್ನಾರ ನಡೆಸುತ್ತಿದೆ ಎಂದು ಆರೋಪಿಸಿದರು. ವಕ್ಫ್ ಆಸ್ತಿಗಳನ್ನು ಕಬಳಿಸುವ ಉದ್ದೇಶದಿಂದ ಈ ಮಸೂದೆ ತರಲಾಗುತ್ತಿದ್ದು ಇದನ್ನು ಕೂಡಲೇ ಹಿಂಪಡೆಯಬೇಕು ಎಂದು ಒತ್ತಾಯಿಸಿದರು. ಪಕ್ಷದ ಜಿಲ್ಲಾಧ್ಯಕ್ಷ, ಕಾರ್ಯದರ್ಶಿ, ಪದಾಧಿಕಾರಿಗಳು ಹಾಗೂ ಕಾರ್ಯಕರ್ತರು ಪ್ರತಿಭಟನೆಯಲ್ಲಿ ಭಾಗವಹಿಸಿದ್ದರು. [50,351,260,543]
gouravayuta-headline: ಗೌರವಯುತವಾಗಿ ಬದುಕುವ ಹಕ್ಕು ಎಲ್ಲರಿಗೂ ಇದೆ [125,1598,615,1636]
kirusuddi-4-title: ಪ್ರಶಸ್ತಿಗೆ ಅರ್ಜಿ ಆಹ್ವಾನ [84,1184,226,1206]
padadhikari-body [294,1042,674,1442]
lead-headline: ದೇಸಿ ಹಬ್ಬ ಸಿದ್ಧತೆಗೆ ಸೂಚನೆ [389,439,839,499]
